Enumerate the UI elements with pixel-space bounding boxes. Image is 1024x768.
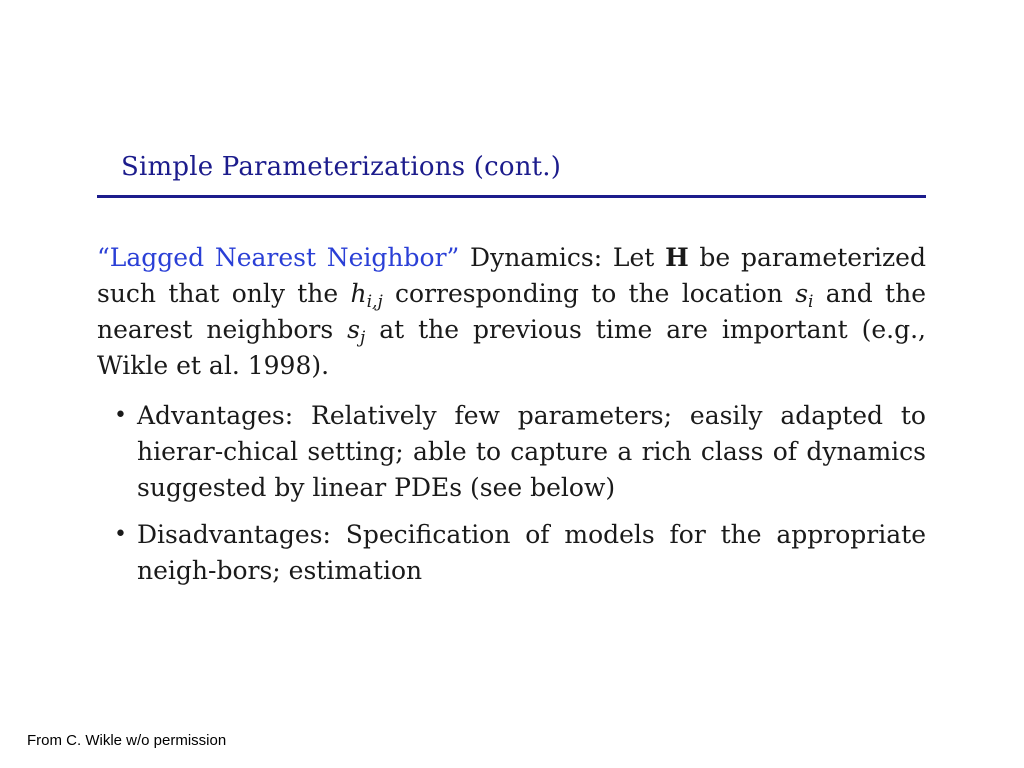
bullet-dot-icon: • [114, 403, 127, 428]
bullet-list [97, 398, 926, 589]
intro-text-2: be parameterized such that only the [97, 243, 926, 308]
bullet-text: Disadvantages: Specification of models for the appropriate neigh-bors; estimation [137, 520, 926, 585]
bullet-disadvantages [97, 517, 926, 589]
intro-paragraph [97, 240, 926, 384]
intro-text-3: corresponding to the location [382, 279, 796, 308]
math-h-base: h [350, 279, 367, 308]
math-s2-base: s [347, 315, 360, 344]
matrix-symbol-h: H [665, 243, 689, 272]
math-s-j [347, 315, 366, 348]
intro-text-4: and the nearest neighbors [97, 279, 926, 344]
math-s-base: s [795, 279, 809, 308]
math-s2-subscript: j [359, 328, 366, 348]
intro-text-1: Dynamics: Let [459, 243, 666, 272]
title-divider [97, 195, 926, 198]
math-s-i [795, 279, 814, 312]
intro-text-5: at the previous time are important (e.g., Wikle et al. 1998). [97, 315, 926, 380]
bullet-text: Advantages: Relatively few parameters; easily adapted to hierar-chical setting; able to capture a rich class of dynamics suggested by linear PDEs (see below) [137, 401, 926, 502]
term-highlight: “Lagged Nearest Neighbor” [97, 243, 460, 272]
math-h-ij [350, 279, 383, 312]
math-s-subscript: i [808, 292, 814, 312]
bullet-dot-icon: • [114, 522, 127, 547]
math-h-subscript: i,j [366, 292, 383, 312]
slide-title: Simple Parameterizations (cont.) [121, 152, 562, 182]
footer-attribution: From C. Wikle w/o permission [27, 732, 227, 749]
bullet-advantages [97, 398, 926, 506]
slide-content [97, 240, 926, 589]
